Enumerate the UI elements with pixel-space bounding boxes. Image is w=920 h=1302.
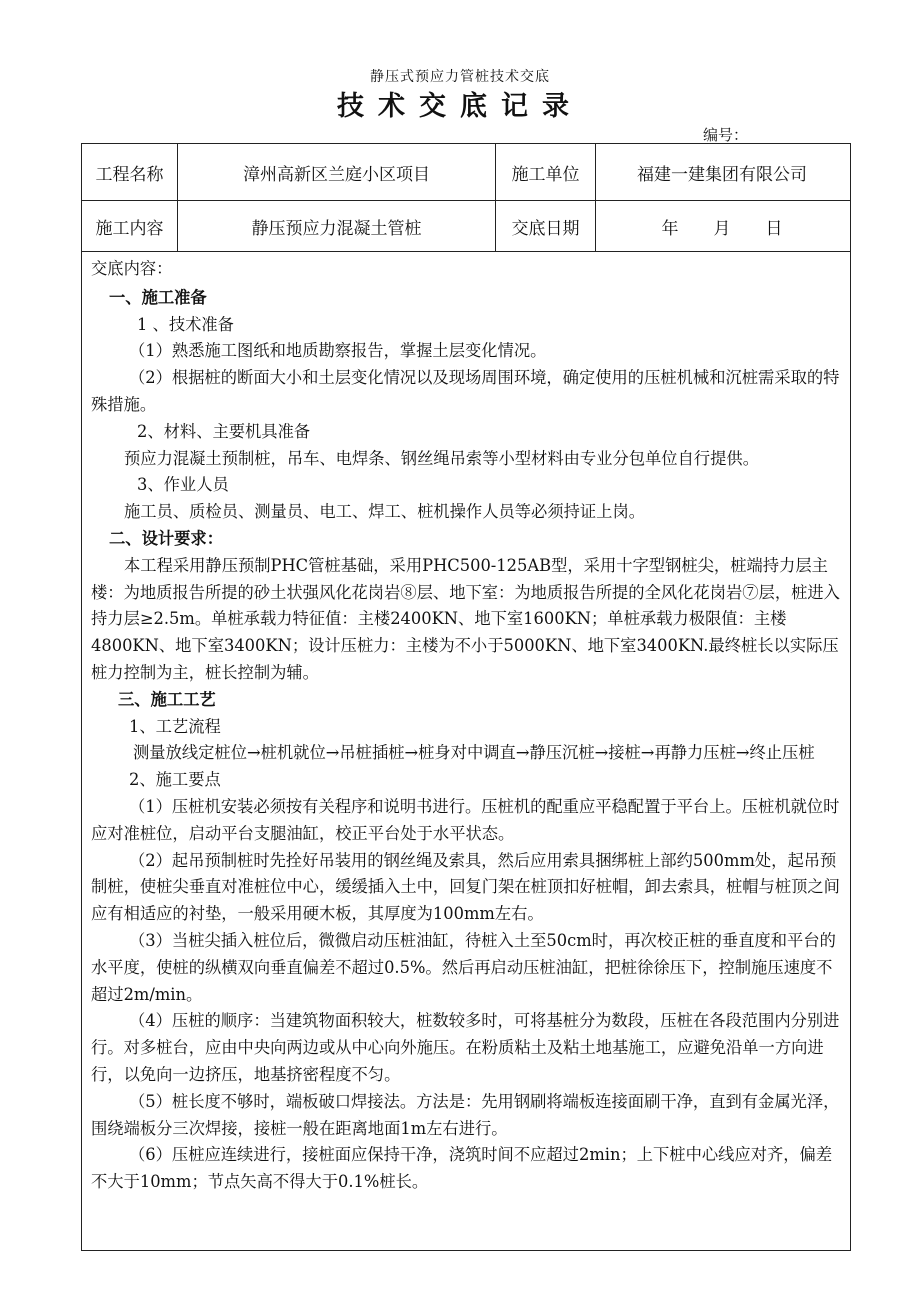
paragraph: （5）桩长度不够时，端板破口焊接法。方法是：先用钢刷将端板连接面刷干净，直到有金属光泽，围绕端板分三次焊接，接桩一般在距离地面1m左右进行。 xyxy=(91,1091,840,1138)
paragraph: 施工员、质检员、测量员、电工、焊工、桩机操作人员等必须持证上岗。 xyxy=(124,502,646,522)
paragraph: （2）根据桩的断面大小和土层变化情况以及现场周围环境，确定使用的压桩机械和沉桩需采取的特殊措施。 xyxy=(91,368,840,414)
paragraph: （1）压桩机安装必须按有关程序和说明书进行。压桩机的配重应平稳配置于平台上。压桩机就位时应对准桩位，启动平台支腿油缸，校正平台处于水平状态。 xyxy=(91,796,840,843)
paragraph: 测量放线定桩位→桩机就位→吊桩插桩→桩身对中调直→静压沉桩→接桩→再静力压桩→终止压桩 xyxy=(133,743,815,763)
section-title: 三、施工工艺 xyxy=(118,689,216,709)
subsection-title: 3、作业人员 xyxy=(137,475,229,495)
paragraph: （1）熟悉施工图纸和地质勘察报告，掌握土层变化情况。 xyxy=(129,341,547,361)
paragraph: （3）当桩尖插入桩位后，微微启动压桩油缸，待桩入土至50cm时，再次校正桩的垂直度和平台的水平度，使桩的纵横双向垂直偏差不超过0.5%。然后再启动压桩油缸，把桩徐徐压下，控制施压速度不超过2m/min。 xyxy=(91,930,836,1004)
section-title: 一、施工准备 xyxy=(109,287,207,307)
content-lead: 交底内容： xyxy=(91,259,173,278)
document-title: 技术交底记录 xyxy=(337,91,583,122)
document-subtitle: 静压式预应力管桩技术交底 xyxy=(370,69,550,85)
paragraph: （4）压桩的顺序：当建筑物面积较大，桩数较多时，可将基桩分为数段，压桩在各段范围内分别进行。对多桩台，应由中央向两边或从中心向外施压。在粉质粘土及粘土地基施工，应避免沿单一方向进行，以免向一边挤压，地基挤密程度不匀。 xyxy=(91,1011,840,1084)
date-label: 交底日期 xyxy=(511,218,580,239)
subsection-title: 2、施工要点 xyxy=(129,770,221,790)
contractor-value: 福建一建集团有限公司 xyxy=(637,164,807,185)
subsection-title: 1、工艺流程 xyxy=(129,716,221,736)
project-name-value: 漳州高新区兰庭小区项目 xyxy=(243,164,430,185)
date-value xyxy=(596,201,848,251)
paragraph: （2）起吊预制桩时先拴好吊装用的钢丝绳及索具，然后应用索具捆绑桩上部约500mm处，起吊预制桩，使桩尖垂直对准桩位中心，缓缓插入土中，回复门架在桩顶扣好桩帽，卸去索具，桩帽与桩顶之间应有相适应的衬垫，一般采用硬木板，其厚度为100mm左右。 xyxy=(91,850,840,924)
disclosure-content xyxy=(91,256,844,1196)
doc-number-label: 编号： xyxy=(703,126,749,144)
contractor-label: 施工单位 xyxy=(511,164,580,185)
section-title: 二、设计要求： xyxy=(109,528,223,548)
record-table xyxy=(81,143,851,1251)
date-day: 日 xyxy=(765,218,783,239)
subsection-title: 1 、技术准备 xyxy=(137,314,234,334)
date-month: 月 xyxy=(713,218,731,239)
work-content-value: 静压预应力混凝土管桩 xyxy=(251,218,422,239)
paragraph: 本工程采用静压预制PHC管桩基础，采用PHC500-125AB型，采用十字型钢桩尖，桩端持力层主楼：为地质报告所提的砂土状强风化花岗岩⑧层、地下室：为地质报告所提的全风化花岗岩⑦层，桩进入持力层≥2.5m。单桩承载力特征值：主楼2400KN、地下室1600KN；单桩承载力极限值：主楼4800KN、地下室3400KN；设计压桩力：主楼为不小于5000KN、地下室3400KN.最终桩长以实际压桩力控制为主，桩长控制为辅。 xyxy=(91,555,840,682)
subsection-title: 2、材料、主要机具准备 xyxy=(137,421,311,441)
work-content-label: 施工内容 xyxy=(95,218,164,239)
paragraph: （6）压桩应连续进行，接桩面应保持干净，浇筑时间不应超过2min；上下桩中心线应对齐，偏差不大于10mm；节点矢高不得大于0.1%桩长。 xyxy=(91,1145,833,1192)
paragraph: 预应力混凝土预制桩，吊车、电焊条、钢丝绳吊索等小型材料由专业分包单位自行提供。 xyxy=(124,448,759,468)
row-divider xyxy=(82,251,850,252)
project-name-label: 工程名称 xyxy=(95,164,164,185)
date-year: 年 xyxy=(661,218,679,239)
